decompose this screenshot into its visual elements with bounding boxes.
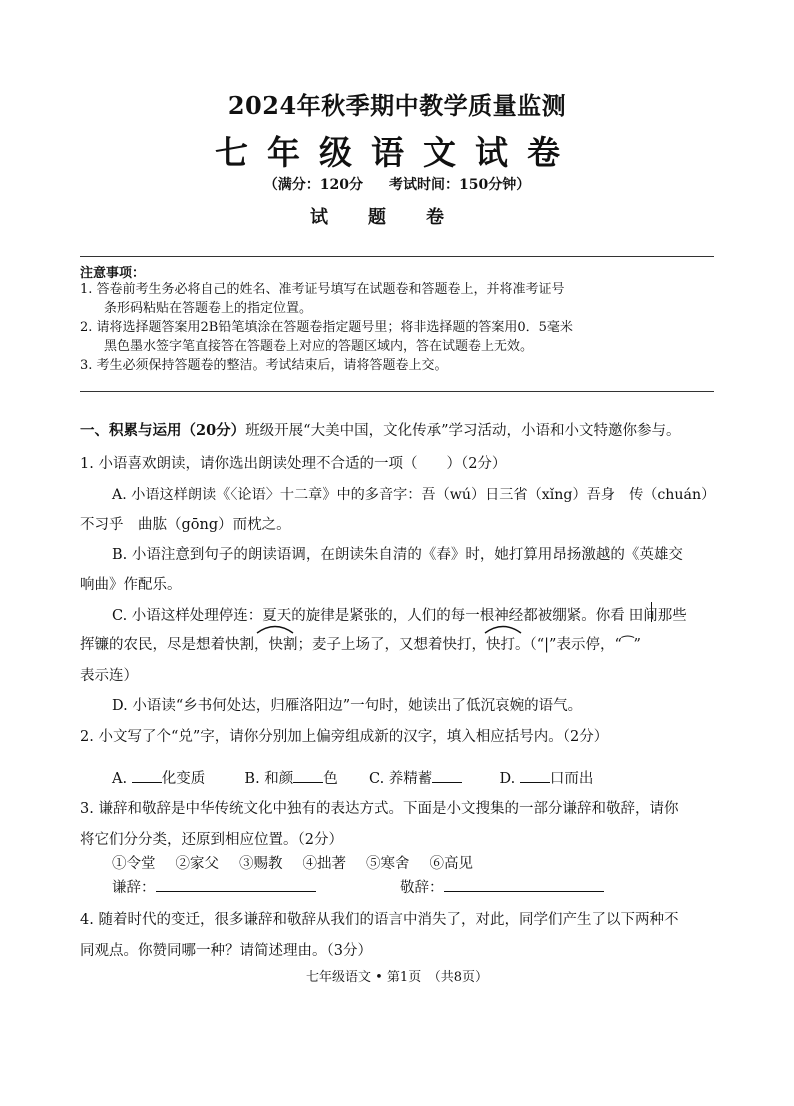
q2-option-a-label: A. bbox=[112, 771, 128, 787]
q3-honorific-label: 敬辞： bbox=[400, 880, 444, 896]
notice-line-1: 1. 答卷前考生务必将自己的姓名、准考证号填写在试题卷和答题卷上，并将准考证号 bbox=[80, 282, 565, 297]
part1-heading bbox=[80, 419, 681, 440]
q3-option-4: ④拙著 bbox=[302, 856, 346, 872]
q3-line-1: 3. 谦辞和敬辞是中华传统文化中独有的表达方式。下面是小文搜集的一部分谦辞和敬辞，请你 bbox=[80, 801, 679, 817]
page-footer: 七年级语文 • 第1页 （共8页） bbox=[306, 970, 488, 985]
q3-humble-label: 谦辞： bbox=[112, 880, 156, 896]
exam-title: 2024年秋季期中教学质量监测 bbox=[227, 91, 567, 120]
q3-option-3: ③赐教 bbox=[239, 856, 283, 872]
section-title: 试题卷 bbox=[310, 207, 484, 228]
q3-option-5: ⑤寒舍 bbox=[366, 856, 410, 872]
notice-line-2: 条形码粘贴在答题卷上的指定位置。 bbox=[104, 301, 313, 316]
q3-humble-blank[interactable] bbox=[156, 877, 316, 892]
q1-option-c-line2: 挥镰的农民，尽是想着快割，快割；麦子上场了，又想着快打，快打。（“|”表示停，“⁀” bbox=[80, 637, 641, 653]
exam-time: 考试时间：150分钟） bbox=[389, 177, 531, 193]
notice-heading: 注意事项： bbox=[80, 266, 146, 281]
q1-option-c-part-a: C. 小语这样处理停连：夏天的旋律是紧张的，人们的每一根神经都被绷紧。你看 bbox=[112, 608, 625, 624]
divider-top bbox=[80, 256, 714, 257]
q2-blank-b[interactable] bbox=[293, 768, 323, 783]
q2-blank-d[interactable] bbox=[520, 768, 550, 783]
notice-line-5: 3. 考生必须保持答题卷的整洁。考试结束后，请将答题卷上交。 bbox=[80, 358, 448, 373]
exam-subject-title: 七年级语文试卷 bbox=[215, 133, 579, 172]
full-score: （满分：120分 bbox=[263, 177, 363, 193]
q2-blank-a[interactable] bbox=[132, 768, 162, 783]
q3-honorific-blank[interactable] bbox=[444, 877, 604, 892]
q3-honorific-row bbox=[400, 876, 604, 897]
q2-option-c-label: C. 养精蓄 bbox=[369, 771, 433, 787]
q2-option-a-text: 化变质 bbox=[161, 771, 206, 787]
q1-option-b-line2: 响曲》作配乐。 bbox=[80, 577, 182, 593]
q2-option-d-label: D. bbox=[499, 771, 516, 787]
q3-line-2: 将它们分分类，还原到相应位置。（2分） bbox=[80, 832, 343, 848]
q4-line-2: 同观点。你赞同哪一种？请简述理由。（3分） bbox=[80, 943, 372, 959]
q2-option-b-text: 色 bbox=[323, 771, 338, 787]
q3-option-6: ⑥高见 bbox=[429, 856, 473, 872]
part1-intro: 班级开展“大美中国，文化传承”学习活动，小语和小文特邀你参与。 bbox=[245, 423, 681, 439]
q3-option-2: ②家父 bbox=[175, 856, 219, 872]
q1-option-c-part-b: 田间那些 bbox=[628, 608, 687, 624]
q1-option-a-line1: A. 小语这样朗读《〈论语〉十二章》中的多音字：吾（wú）日三省（xǐng）吾身 传（chuán） bbox=[112, 487, 716, 503]
exam-info bbox=[0, 174, 794, 194]
q2-options bbox=[112, 767, 593, 788]
q2-blank-c[interactable] bbox=[432, 768, 462, 783]
divider-bottom bbox=[80, 391, 714, 392]
q3-humble-row bbox=[112, 876, 316, 897]
part1-title: 一、积累与运用（20分） bbox=[80, 422, 246, 439]
q1-option-b-line1: B. 小语注意到句子的朗读语调，在朗读朱自清的《春》时，她打算用昂扬激越的《英雄交 bbox=[112, 547, 683, 563]
notice-line-4: 黑色墨水签字笔直接答在答题卷上对应的答题区域内，答在试题卷上无效。 bbox=[104, 339, 534, 354]
q3-options bbox=[112, 852, 473, 873]
q2-stem: 2. 小文写了个“兑”字，请你分别加上偏旁组成新的汉字，填入相应括号内。（2分） bbox=[80, 729, 609, 745]
q1-option-c-line3: 表示连） bbox=[80, 668, 138, 684]
q2-option-b-label: B. 和颜 bbox=[244, 771, 294, 787]
q3-option-1: ①令堂 bbox=[112, 856, 156, 872]
q1-option-d: D. 小语读“乡书何处达，归雁洛阳边”一句时，她读出了低沉哀婉的语气。 bbox=[112, 698, 583, 714]
q4-line-1: 4. 随着时代的变迁，很多谦辞和敬辞从我们的语言中消失了，对此，同学们产生了以下两种不 bbox=[80, 912, 679, 928]
q1-option-c-line1 bbox=[112, 604, 687, 625]
pause-mark bbox=[651, 602, 652, 622]
q2-option-d-text: 口而出 bbox=[549, 771, 594, 787]
q1-option-a-line2: 不习乎 曲肱（gōng）而枕之。 bbox=[80, 517, 291, 533]
q1-stem: 1. 小语喜欢朗读，请你选出朗读处理不合适的一项（ ）（2分） bbox=[80, 456, 507, 472]
notice-line-3: 2. 请将选择题答案用2B铅笔填涂在答题卷指定题号里；将非选择题的答案用0．5毫米 bbox=[80, 320, 573, 335]
